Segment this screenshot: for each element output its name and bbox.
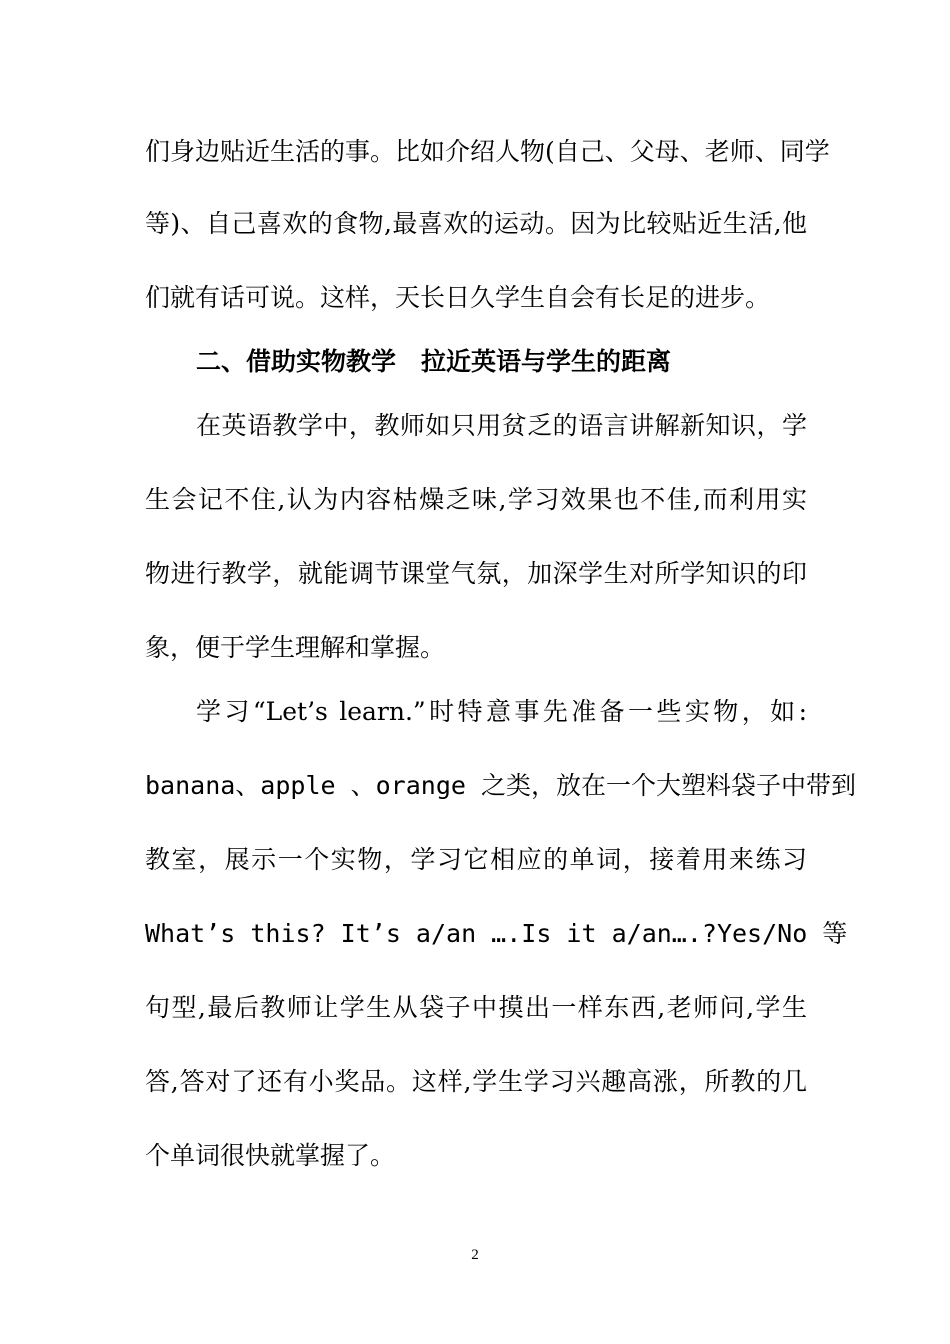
paragraph-3-line-2: banana、apple 、orange 之类，放在一个大塑料袋子中带到 [145,771,856,800]
paragraph-2-line-2: 生会记不住,认为内容枯燥乏味,学习效果也不佳,而利用实 [145,485,807,514]
paragraph-2-line-1: 在英语教学中，教师如只用贫乏的语言讲解新知识，学 [196,411,807,440]
paragraph-1-line-2: 等)、自己喜欢的食物,最喜欢的运动。因为比较贴近生活,他 [145,209,807,238]
paragraph-1-line-1: 们身边贴近生活的事。比如介绍人物(自己、父母、老师、同学 [145,137,830,166]
paragraph-3-line-4: What’s this? It’s a/an ….Is it a/an….?Yes/No 等 [145,919,848,948]
paragraph-3-line-3: 教室，展示一个实物，学习它相应的单词，接着用来练习 [145,845,807,874]
section-heading: 二、借助实物教学 拉近英语与学生的距离 [196,347,672,376]
paragraph-3-line-1: 学习“Let’s learn.”时特意事先准备一些实物，如: [196,697,807,726]
page-number: 2 [471,1247,479,1263]
paragraph-2-line-4: 象，便于学生理解和掌握。 [145,633,446,662]
paragraph-2-line-3: 物进行教学，就能调节课堂气氛，加深学生对所学知识的印 [145,559,807,588]
paragraph-3-line-5: 句型,最后教师让学生从袋子中摸出一样东西,老师问,学生 [145,993,807,1022]
paragraph-3-line-7: 个单词很快就掌握了。 [145,1141,396,1170]
paragraph-1-line-3: 们就有话可说。这样，天长日久学生自会有长足的进步。 [145,283,771,312]
paragraph-3-line-6: 答,答对了还有小奖品。这样,学生学习兴趣高涨，所教的几 [145,1067,807,1096]
